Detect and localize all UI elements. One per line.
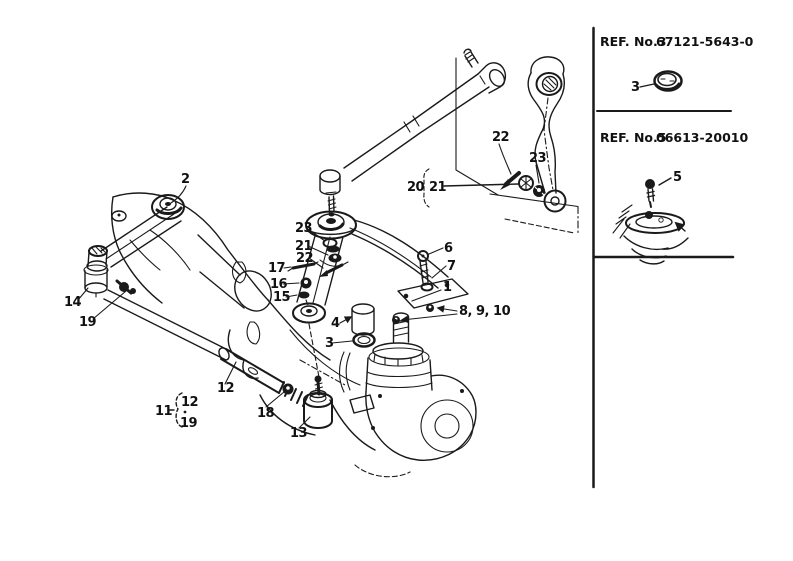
main-diagram [64, 49, 578, 476]
callout-1: 1 [443, 280, 452, 295]
ref-panel-2 [600, 130, 748, 264]
callout-23-mid: 23 [295, 221, 313, 236]
callout-21-top: 21 [429, 180, 447, 195]
leader-3-panel [640, 84, 654, 87]
callout-19-group: 19 [180, 416, 198, 431]
callout-16: 16 [270, 277, 288, 292]
callout-20: 20 [407, 180, 425, 195]
callout-15: 15 [273, 290, 291, 305]
callout-21-mid: 21 [295, 239, 313, 254]
bracket-hardware-left [288, 262, 318, 299]
bushing-4 [352, 304, 374, 314]
callout-12-rod: 12 [217, 381, 235, 396]
callout-6: 6 [444, 241, 453, 256]
callout-7: 7 [447, 259, 456, 274]
callout-18: 18 [257, 406, 275, 421]
callout-3-panel: 3 [631, 80, 640, 95]
callout-19-left: 19 [79, 315, 97, 330]
knuckle-arm-left [84, 195, 184, 297]
ref1-label: REF. No.3 [600, 34, 667, 49]
bushing-and-oring [352, 304, 375, 347]
washer-15 [299, 292, 310, 299]
callout-14: 14 [64, 295, 82, 310]
callout-3-mid: 3 [325, 336, 334, 351]
tie-rod-assembly [104, 290, 332, 428]
ref-panel-1 [600, 34, 754, 95]
callout-17: 17 [268, 261, 286, 276]
callout-group-11 [155, 393, 198, 431]
ref2-part-number: 06613-20010 [656, 130, 749, 145]
callout-22-top: 22 [492, 130, 510, 145]
callout-4: 4 [331, 316, 340, 331]
bracket-hardware-top [319, 239, 342, 277]
ref2-label: REF. No.5 [600, 130, 667, 145]
leader-5-panel [659, 178, 671, 185]
callout-12-group: 12 [181, 395, 199, 410]
callout-5-panel: 5 [673, 170, 682, 185]
callout-13: 13 [290, 426, 308, 441]
nut-illustration [655, 72, 682, 91]
ref1-part-number: 67121-5643-0 [656, 34, 754, 49]
callout-2: 2 [181, 172, 190, 187]
callout-22-mid: 22 [296, 251, 314, 266]
callout-23-top: 23 [529, 151, 547, 166]
callout-11: 11 [155, 404, 173, 419]
frame-outline [456, 58, 578, 233]
callout-8-9-10: 8, 9, 10 [459, 304, 511, 319]
reference-panel [594, 28, 754, 487]
grease-fitting-illustration [613, 179, 688, 264]
